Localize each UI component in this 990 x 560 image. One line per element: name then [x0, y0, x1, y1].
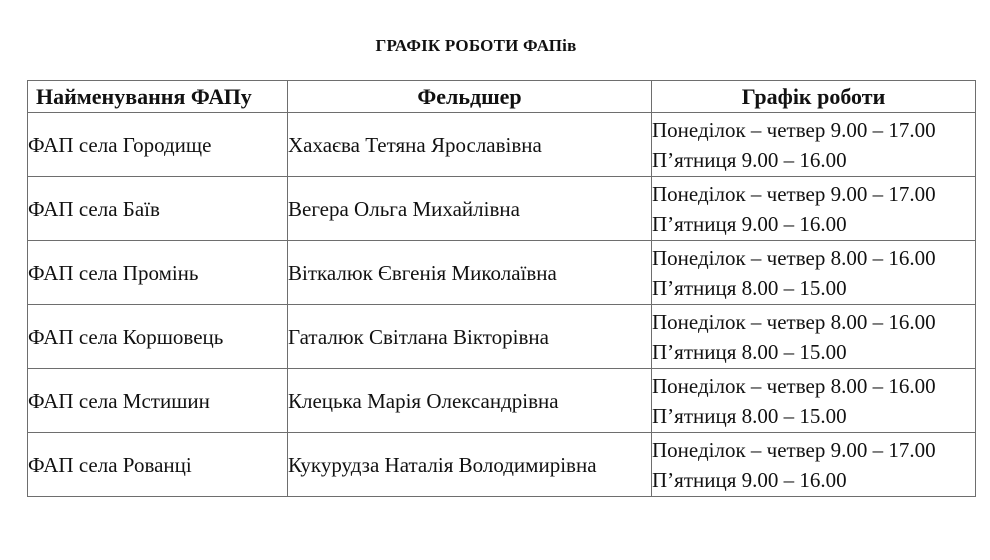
medic-cell: Гаталюк Світлана Вікторівна	[288, 305, 652, 369]
table-row	[28, 241, 976, 305]
schedule-cell	[652, 113, 976, 177]
friday-hours: П’ятниця 8.00 – 15.00	[652, 339, 847, 364]
table-row	[28, 369, 976, 433]
header-schedule: Графік роботи	[652, 81, 976, 113]
document-title: ГРАФІК РОБОТИ ФАПів	[375, 36, 577, 55]
table-row	[28, 433, 976, 497]
schedule-cell	[652, 305, 976, 369]
header-medic: Фельдшер	[288, 81, 652, 113]
fap-name-cell: ФАП села Промінь	[28, 241, 288, 305]
fap-name-cell: ФАП села Городище	[28, 113, 288, 177]
table-row	[28, 177, 976, 241]
weekdays-hours: Понеділок – четвер 8.00 – 16.00	[652, 245, 936, 270]
table-header-row	[28, 81, 976, 113]
schedule-table	[27, 80, 976, 497]
weekdays-hours: Понеділок – четвер 9.00 – 17.00	[652, 117, 936, 142]
weekdays-hours: Понеділок – четвер 8.00 – 16.00	[652, 373, 936, 398]
medic-cell: Кукурудза Наталія Володимирівна	[288, 433, 652, 497]
schedule-cell	[652, 241, 976, 305]
header-fap-name: Найменування ФАПу	[28, 81, 288, 113]
fap-name-cell: ФАП села Рованці	[28, 433, 288, 497]
friday-hours: П’ятниця 9.00 – 16.00	[652, 467, 847, 492]
schedule-cell	[652, 369, 976, 433]
schedule-cell	[652, 433, 976, 497]
fap-name-cell: ФАП села Коршовець	[28, 305, 288, 369]
medic-cell: Вегера Ольга Михайлівна	[288, 177, 652, 241]
fap-name-cell: ФАП села Баїв	[28, 177, 288, 241]
medic-cell: Віткалюк Євгенія Миколаївна	[288, 241, 652, 305]
table-row	[28, 113, 976, 177]
fap-name-cell: ФАП села Мстишин	[28, 369, 288, 433]
weekdays-hours: Понеділок – четвер 9.00 – 17.00	[652, 437, 936, 462]
weekdays-hours: Понеділок – четвер 8.00 – 16.00	[652, 309, 936, 334]
friday-hours: П’ятниця 8.00 – 15.00	[652, 403, 847, 428]
friday-hours: П’ятниця 9.00 – 16.00	[652, 211, 847, 236]
table-row	[28, 305, 976, 369]
weekdays-hours: Понеділок – четвер 9.00 – 17.00	[652, 181, 936, 206]
friday-hours: П’ятниця 8.00 – 15.00	[652, 275, 847, 300]
friday-hours: П’ятниця 9.00 – 16.00	[652, 147, 847, 172]
medic-cell: Хахаєва Тетяна Ярославівна	[288, 113, 652, 177]
medic-cell: Клецька Марія Олександрівна	[288, 369, 652, 433]
schedule-cell	[652, 177, 976, 241]
